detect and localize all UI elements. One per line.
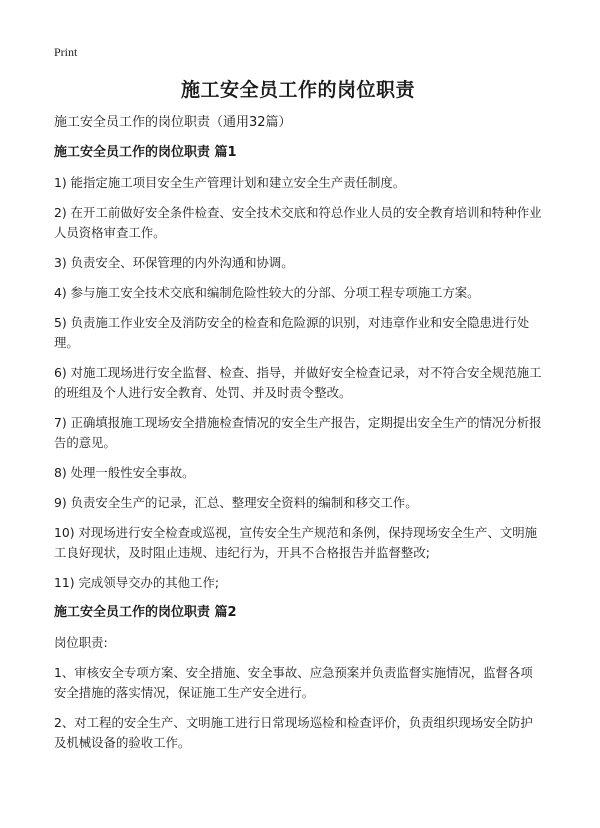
document-subtitle: 施工安全员工作的岗位职责（通用32篇） bbox=[54, 115, 292, 130]
duty-item: 1) 能指定施工项目安全生产管理计划和建立安全生产责任制度。 bbox=[54, 175, 406, 190]
section-heading-1: 施工安全员工作的岗位职责 篇1 bbox=[54, 145, 237, 160]
duty-item: 11) 完成领导交办的其他工作; bbox=[54, 575, 220, 590]
section-heading-2: 施工安全员工作的岗位职责 篇2 bbox=[54, 605, 237, 620]
duty-item: 2) 在开工前做好安全条件检查、安全技术交底和符总作业人员的安全教育培训和特种作业人员资格审查工作。 bbox=[54, 205, 542, 240]
duty-item: 7) 正确填报施工现场安全措施检查情况的安全生产报告，定期提出安全生产的情况分析报告的意见。 bbox=[54, 415, 542, 450]
duty-item: 3) 负责安全、环保管理的内外沟通和协调。 bbox=[54, 255, 294, 270]
print-label: Print bbox=[54, 45, 78, 59]
duty-item: 2、对工程的安全生产、文明施工进行日常现场巡检和检查评价，负责组织现场安全防护及机械设备的验收工作。 bbox=[54, 715, 533, 750]
duty-item: 9) 负责安全生产的记录，汇总、整理安全资料的编制和移交工作。 bbox=[54, 495, 418, 510]
duty-label: 岗位职责: bbox=[54, 635, 108, 650]
duty-item: 8) 处理一般性安全事故。 bbox=[54, 465, 195, 480]
duty-item: 10) 对现场进行安全检查或巡视，宣传安全生产规范和条例，保持现场安全生产、文明施工良好现状，及时阻止违规、违纪行为，开具不合格报告并监督整改; bbox=[54, 525, 537, 560]
duty-item: 4) 参与施工安全技术交底和编制危险性较大的分部、分项工程专项施工方案。 bbox=[54, 285, 480, 300]
duty-item: 5) 负责施工作业安全及消防安全的检查和危险源的识别，对违章作业和安全隐患进行处理。 bbox=[54, 315, 530, 350]
duty-item: 1、审核安全专项方案、安全措施、安全事故、应急预案并负责监督实施情况，监督各项安全措施的落实情况，保证施工生产安全进行。 bbox=[54, 665, 533, 700]
duty-item: 6) 对施工现场进行安全监督、检查、指导，并做好安全检查记录，对不符合安全规范施工的班组及个人进行安全教育、处罚、并及时责令整改。 bbox=[54, 365, 542, 400]
document-title: 施工安全员工作的岗位职责 bbox=[180, 79, 415, 101]
